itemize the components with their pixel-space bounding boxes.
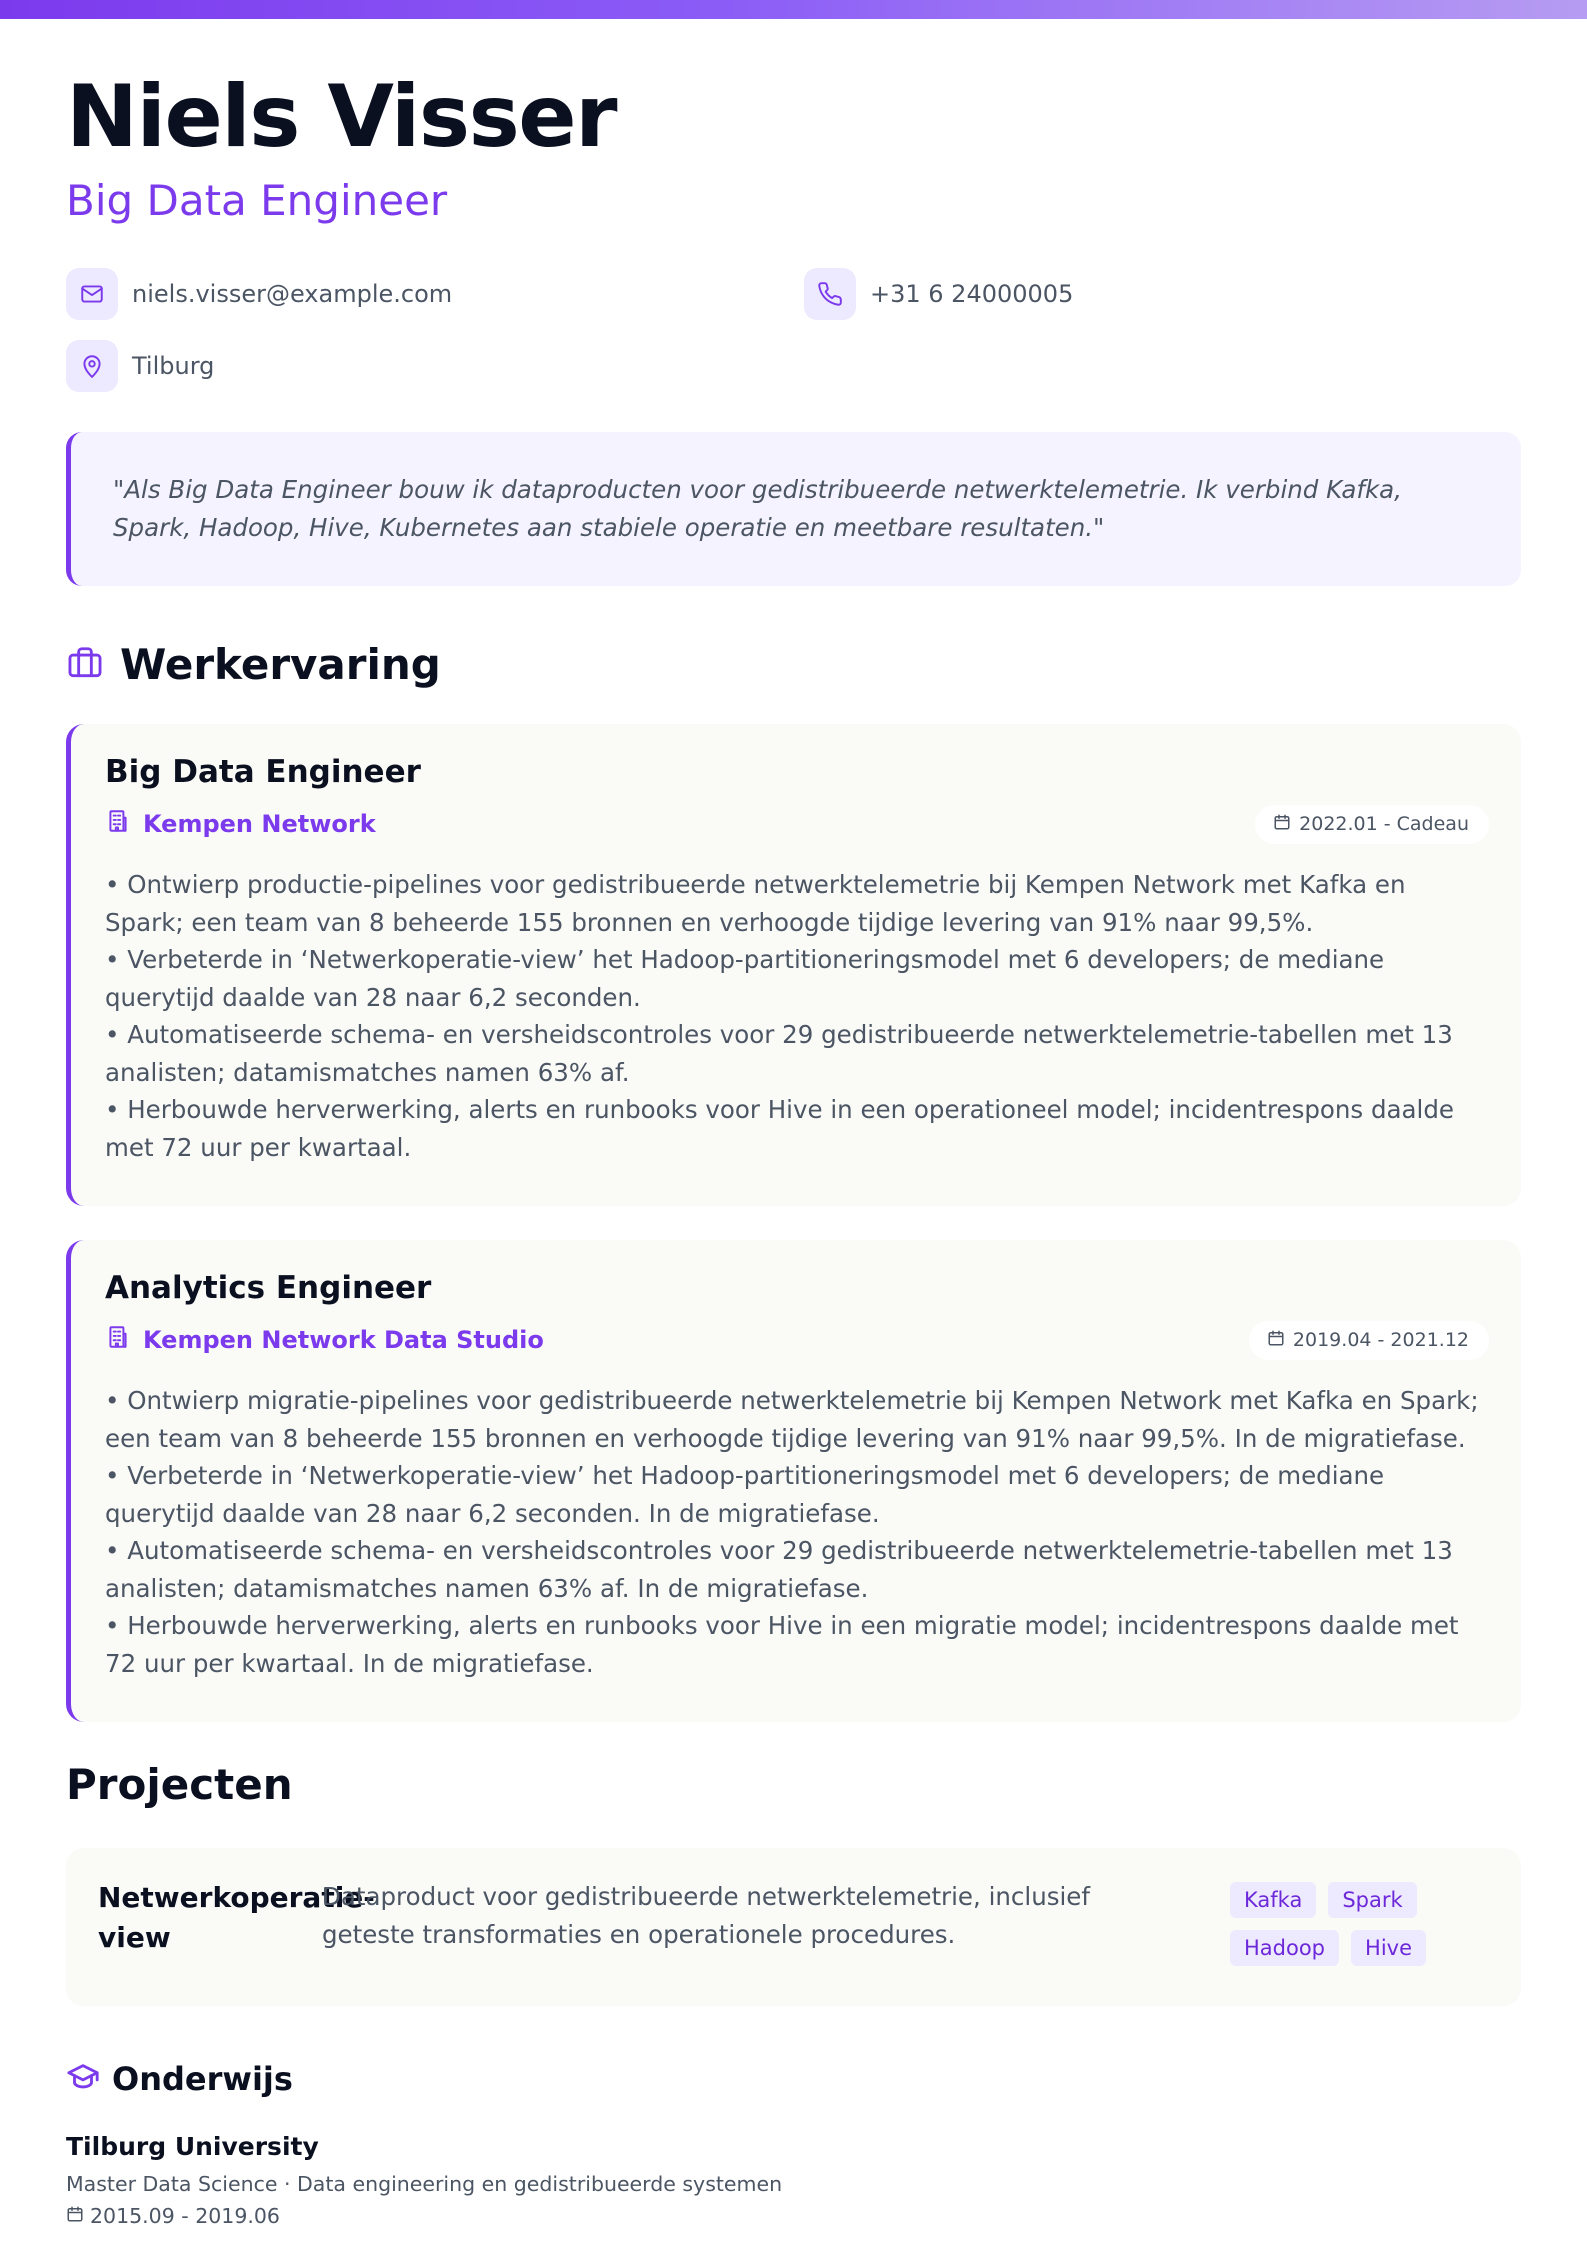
company-name: Kempen Network Data Studio	[143, 1326, 544, 1354]
briefcase-icon	[66, 644, 104, 686]
bullet-item: • Herbouwde herverwerking, alerts en runbooks voor Hive in een migratie model; incidentrespons daalde met 72 uur per kwartaal. In de migratiefase.	[105, 1611, 1459, 1678]
job-role: Big Data Engineer	[105, 754, 421, 790]
phone-text: +31 6 24000005	[870, 280, 1074, 308]
tag-chip: Kafka	[1230, 1882, 1316, 1918]
calendar-icon	[1267, 1329, 1285, 1352]
calendar-icon	[1273, 813, 1291, 836]
job-role: Analytics Engineer	[105, 1270, 432, 1306]
job-dates: 2022.01 - Cadeau	[1299, 813, 1469, 835]
education-section-header	[66, 2060, 293, 2098]
bullet-item: • Verbeterde in ‘Netwerkoperatie-view’ het Hadoop-partitioneringsmodel met 6 developers; de mediane querytijd daalde van 28 naar 6,2 seconden.	[105, 945, 1385, 1012]
projects-heading: Projecten	[66, 1760, 293, 1809]
job-company	[105, 808, 376, 840]
building-icon	[105, 808, 131, 840]
contact-location	[66, 340, 214, 392]
summary-quote: "Als Big Data Engineer bouw ik dataproducten voor gedistribueerde netwerktelemetrie. Ik verbind Kafka, Spark, Hadoop, Hive, Kubernetes aan stabiele operatie en meetbare resultaten."	[66, 432, 1521, 586]
tag-chip: Hadoop	[1230, 1930, 1339, 1966]
project-tags	[1230, 1882, 1430, 1966]
bullet-item: • Herbouwde herverwerking, alerts en runbooks voor Hive in een operationeel model; incidentrespons daalde met 72 uur per kwartaal.	[105, 1095, 1454, 1162]
mail-icon	[66, 268, 118, 320]
job-bullets	[105, 866, 1489, 1166]
calendar-icon	[66, 2204, 84, 2228]
tag-chip: Spark	[1328, 1882, 1416, 1918]
education-degree: Master Data Science · Data engineering en gedistribueerde systemen	[66, 2172, 783, 2196]
bullet-item: • Automatiseerde schema- en versheidscontroles voor 29 gedistribueerde netwerktelemetrie-tabellen met 13 analisten; datamismatches namen 63% af.	[105, 1020, 1453, 1087]
top-accent-bar	[0, 0, 1587, 19]
education-heading: Onderwijs	[112, 2060, 293, 2098]
bullet-item: • Ontwierp migratie-pipelines voor gedistribueerde netwerktelemetrie bij Kempen Network met Kafka en Spark; een team van 8 beheerde 155 bronnen en verhoogde tijdige levering van 91% naar 99,5%. In de migratiefase.	[105, 1386, 1479, 1453]
candidate-name: Niels Visser	[66, 67, 617, 167]
project-description: Dataproduct voor gedistribueerde netwerktelemetrie, inclusief geteste transformaties en operationele procedures.	[322, 1882, 1090, 1949]
education-school: Tilburg University	[66, 2132, 319, 2161]
phone-icon	[804, 268, 856, 320]
contact-phone[interactable]	[804, 268, 1073, 320]
project-card	[66, 1848, 1521, 2006]
location-text: Tilburg	[132, 352, 215, 380]
job-dates: 2019.04 - 2021.12	[1292, 1329, 1469, 1351]
bullet-item: • Verbeterde in ‘Netwerkoperatie-view’ het Hadoop-partitioneringsmodel met 6 developers; de mediane querytijd daalde van 28 naar 6,2 seconden. In de migratiefase.	[105, 1461, 1385, 1528]
bullet-item: • Ontwierp productie-pipelines voor gedistribueerde netwerktelemetrie bij Kempen Network met Kafka en Spark; een team van 8 beheerde 155 bronnen en verhoogde tijdige levering van 91% naar 99,5%.	[105, 870, 1406, 937]
tag-chip: Hive	[1351, 1930, 1426, 1966]
date-badge	[1255, 805, 1489, 844]
graduation-cap-icon	[66, 2060, 100, 2098]
candidate-title: Big Data Engineer	[66, 176, 448, 225]
experience-heading: Werkervaring	[120, 640, 441, 689]
company-name: Kempen Network	[143, 810, 376, 838]
contact-email[interactable]	[66, 268, 452, 320]
job-card	[66, 1240, 1521, 1722]
map-pin-icon	[66, 340, 118, 392]
job-card	[66, 724, 1521, 1206]
bullet-item: • Automatiseerde schema- en versheidscontroles voor 29 gedistribueerde netwerktelemetrie-tabellen met 13 analisten; datamismatches namen 63% af. In de migratiefase.	[105, 1536, 1453, 1603]
education-dates-row	[66, 2204, 280, 2228]
project-name: Netwerkoperatie-view	[98, 1881, 375, 1954]
email-text: niels.visser@example.com	[132, 280, 453, 308]
job-bullets	[105, 1382, 1489, 1682]
job-company	[105, 1324, 544, 1356]
date-badge	[1249, 1321, 1489, 1360]
experience-section-header	[66, 640, 441, 689]
education-dates: 2015.09 - 2019.06	[90, 2204, 280, 2228]
building-icon	[105, 1324, 131, 1356]
